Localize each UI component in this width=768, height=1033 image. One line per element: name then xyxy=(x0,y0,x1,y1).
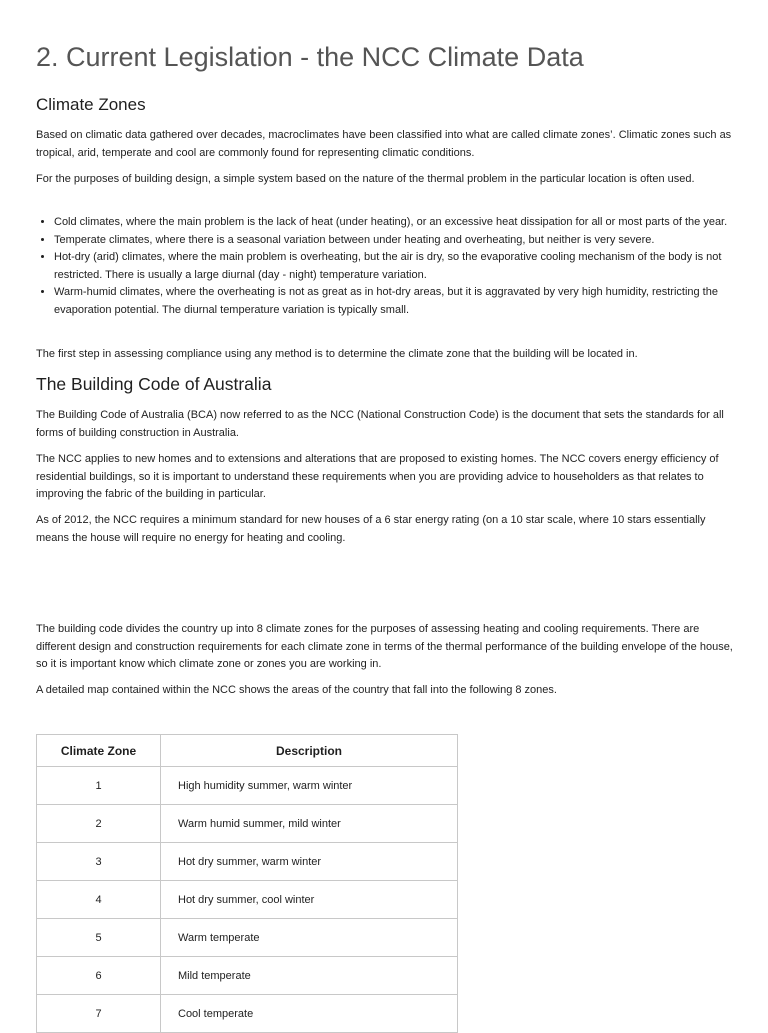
climate-types-list xyxy=(36,214,736,319)
climate-zones-paragraph-2: For the purposes of building design, a simple system based on the nature of the thermal problem in the particular location is often used. xyxy=(36,173,695,185)
table-row xyxy=(37,995,458,1033)
description-cell: Cool temperate xyxy=(161,995,458,1033)
column-header-climate-zone: Climate Zone xyxy=(37,735,161,767)
table-row xyxy=(37,767,458,805)
table-row xyxy=(37,919,458,957)
zone-cell: 1 xyxy=(37,767,161,805)
zone-cell: 3 xyxy=(37,843,161,881)
climate-zone-table xyxy=(36,734,458,1033)
climate-zones-paragraph-3: The first step in assessing compliance using any method is to determine the climate zone that the building will be located in. xyxy=(36,348,638,360)
description-cell: Hot dry summer, cool winter xyxy=(161,881,458,919)
table-row xyxy=(37,843,458,881)
description-cell: Warm temperate xyxy=(161,919,458,957)
list-item: • Warm-humid climates, where the overheating is not as great as in hot-dry areas, but it is aggravated by very high humidity, restricting the evaporation potential. The diurnal temperature variation is typically small. xyxy=(54,284,736,319)
zone-cell: 7 xyxy=(37,995,161,1033)
column-header-description: Description xyxy=(161,735,458,767)
list-item: • Hot-dry (arid) climates, where the main problem is overheating, but the air is dry, so the evaporative cooling mechanism of the body is not restricted. There is usually a large diurnal (day - night) temperature variation. xyxy=(54,249,736,284)
zone-cell: 5 xyxy=(37,919,161,957)
description-cell: High humidity summer, warm winter xyxy=(161,767,458,805)
list-item: • Temperate climates, where there is a seasonal variation between under heating and overheating, but neither is very severe. xyxy=(54,232,736,250)
bca-heading: The Building Code of Australia xyxy=(36,374,272,394)
zone-cell: 6 xyxy=(37,957,161,995)
zone-cell: 4 xyxy=(37,881,161,919)
page-title: 2. Current Legislation - the NCC Climate Data xyxy=(36,42,584,72)
bca-paragraph-2: The NCC applies to new homes and to extensions and alterations that are proposed to existing homes. The NCC covers energy efficiency of residential buildings, so it is important to understand these requirements when you are providing advice to householders as that relates to improving the fabric of the building in particular. xyxy=(36,453,719,500)
bca-paragraph-5: A detailed map contained within the NCC shows the areas of the country that fall into the following 8 zones. xyxy=(36,684,557,696)
bca-paragraph-1: The Building Code of Australia (BCA) now referred to as the NCC (National Construction Code) is the document that sets the standards for all forms of building construction in Australia. xyxy=(36,409,724,439)
list-item: • Cold climates, where the main problem is the lack of heat (under heating), or an excessive heat dissipation for all or most parts of the year. xyxy=(54,214,736,232)
table-row xyxy=(37,805,458,843)
table-row xyxy=(37,957,458,995)
description-cell: Warm humid summer, mild winter xyxy=(161,805,458,843)
climate-zones-heading: Climate Zones xyxy=(36,95,146,114)
bca-paragraph-3: As of 2012, the NCC requires a minimum standard for new houses of a 6 star energy rating (on a 10 star scale, where 10 stars essentially means the house will require no energy for heating and cooling. xyxy=(36,514,706,544)
description-cell: Hot dry summer, warm winter xyxy=(161,843,458,881)
bca-paragraph-4: The building code divides the country up into 8 climate zones for the purposes of assessing heating and cooling requirements. There are different design and construction requirements for each climate zone in terms of the thermal performance of the building envelope of the house, so it is important know which climate zone or zones you are working in. xyxy=(36,623,733,670)
table-header-row xyxy=(37,735,458,767)
table-row xyxy=(37,881,458,919)
description-cell: Mild temperate xyxy=(161,957,458,995)
climate-zones-paragraph-1: Based on climatic data gathered over decades, macroclimates have been classified into what are called climate zones’. Climatic zones such as tropical, arid, temperate and cool are commonly found for representing climatic conditions. xyxy=(36,129,732,159)
zone-cell: 2 xyxy=(37,805,161,843)
